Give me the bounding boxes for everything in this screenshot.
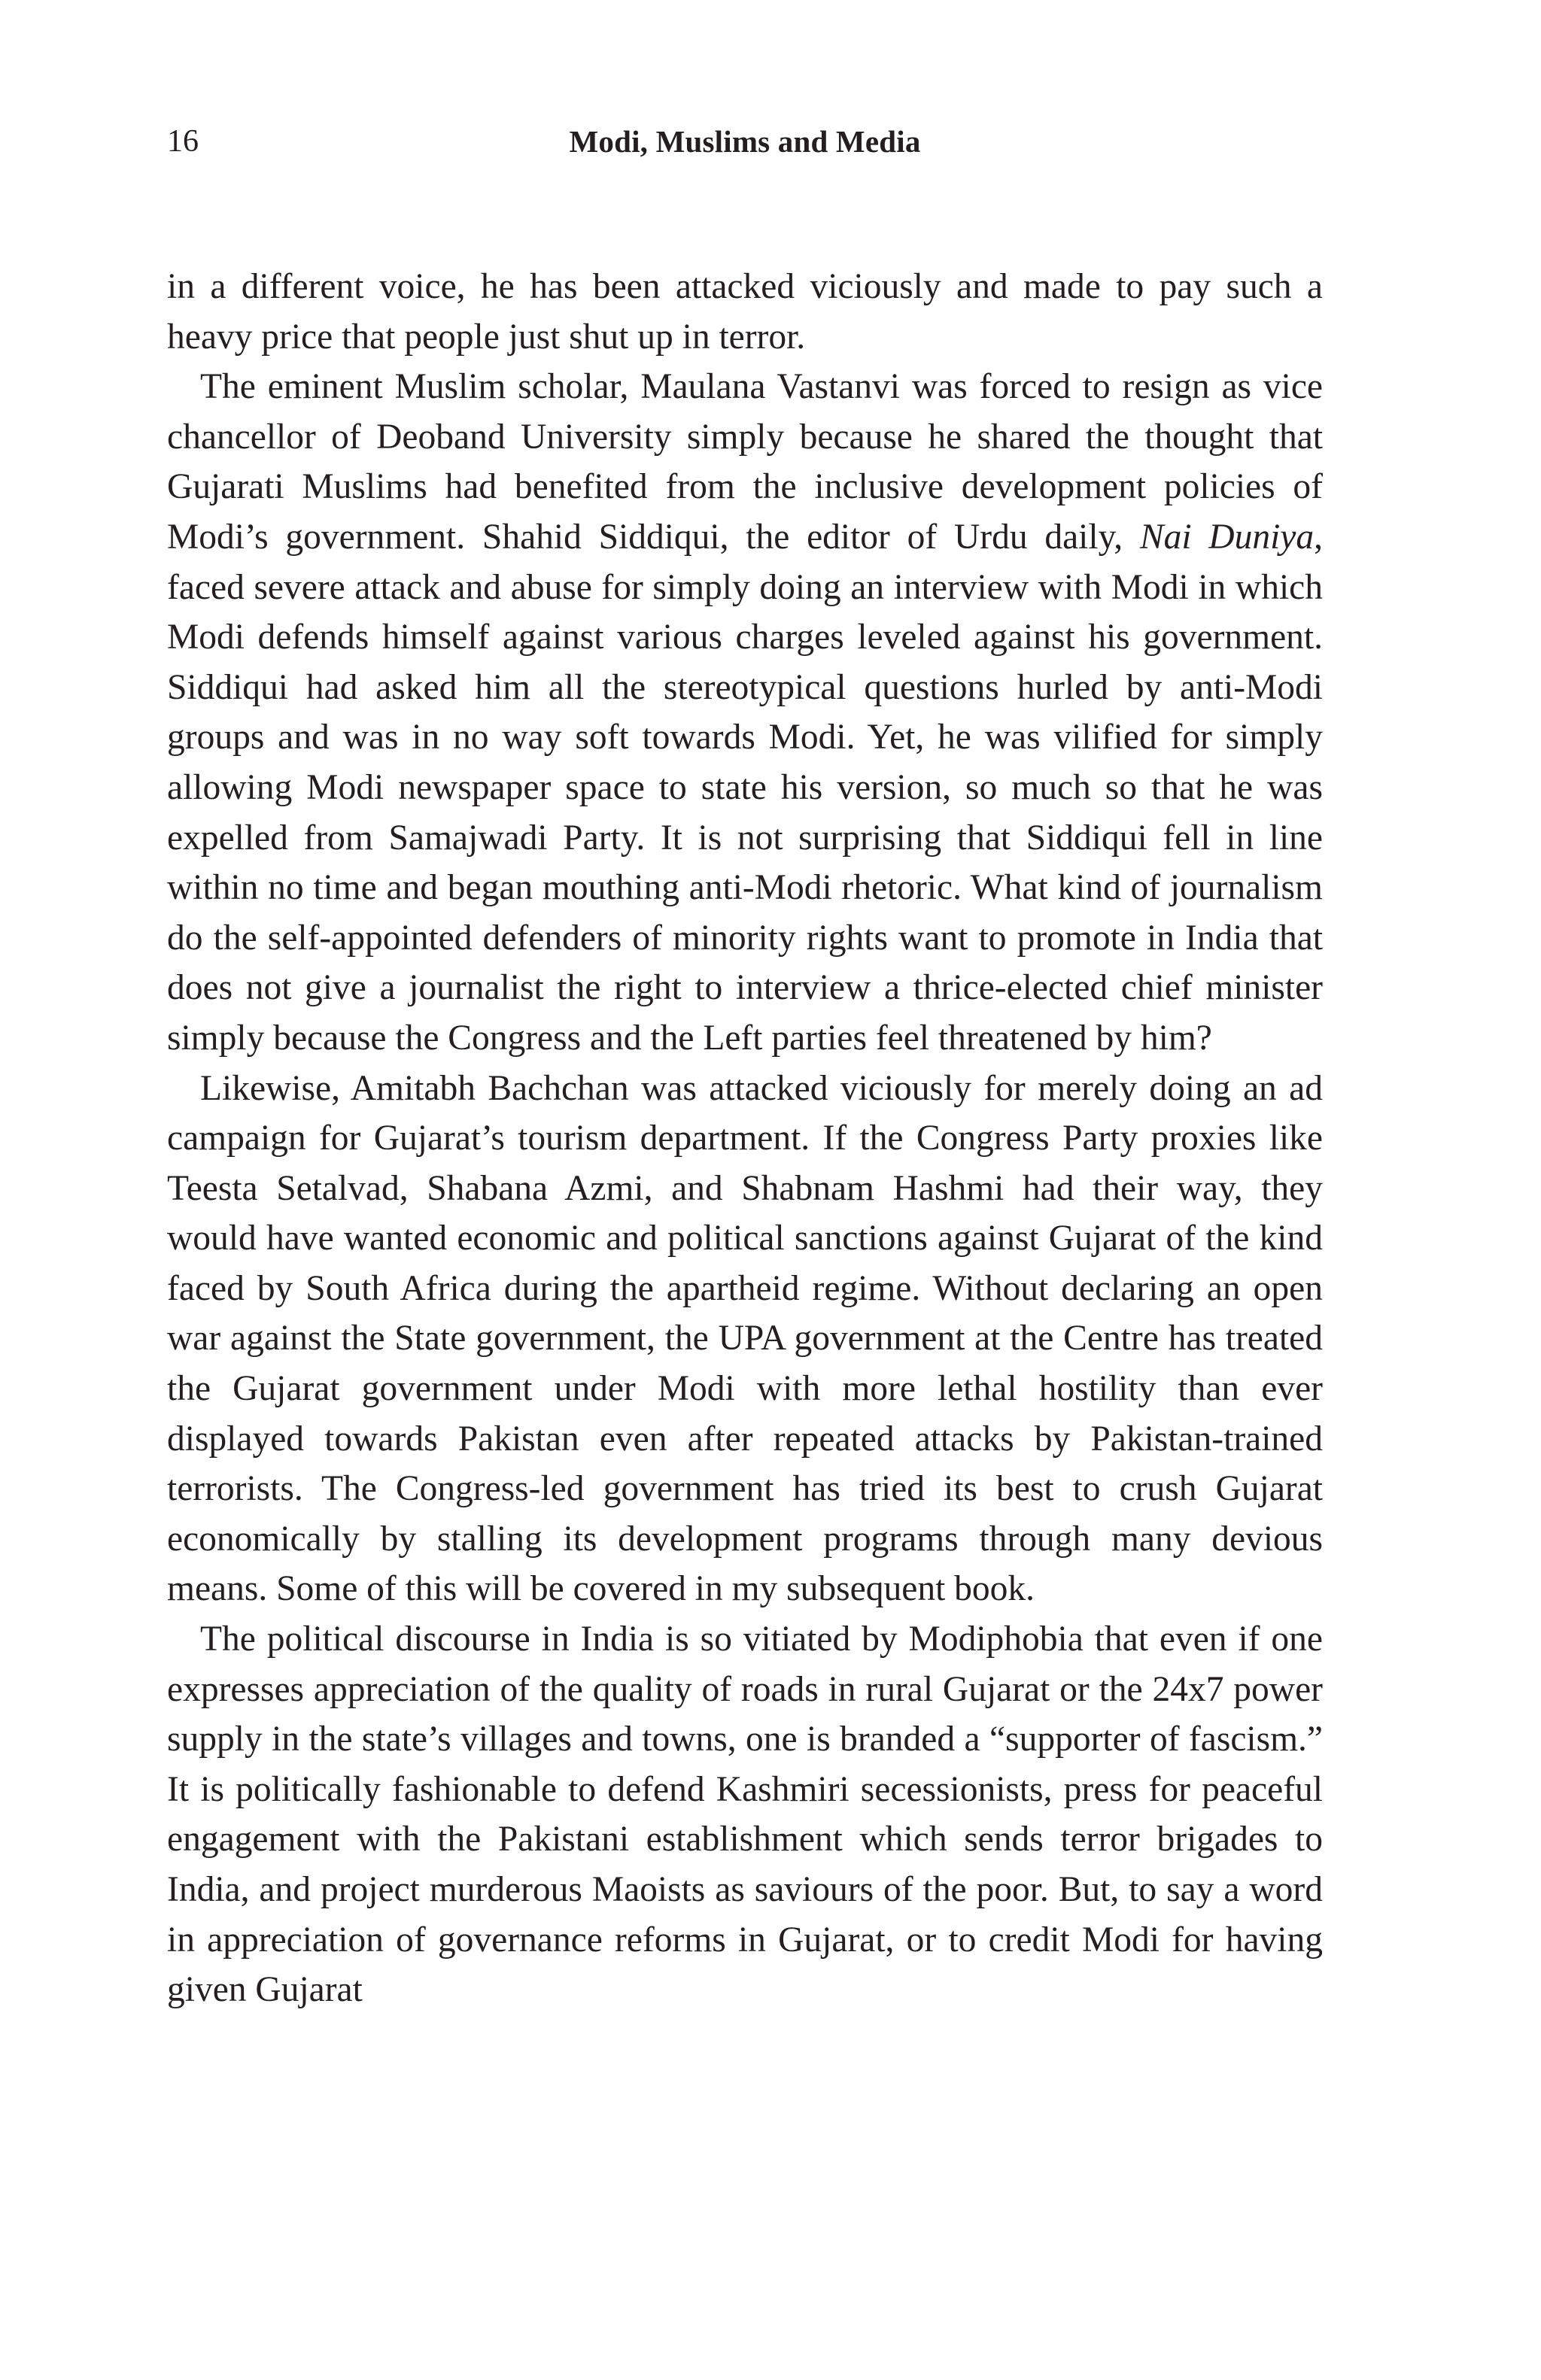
paragraph-2-part-2: , faced severe attack and abuse for simply doing an interview with Modi in which Modi defends himself against various charges leveled against his government. Siddiqui had asked him all the stereotypical questions hurled by anti-Modi groups and was in no way soft towards Modi. Yet, he was vilified for simply allowing Modi newspaper space to state his version, so much so that he was expelled from Samajwadi Party. It is not surprising that Siddiqui fell in line within no time and began mouthing anti-Modi rhetoric. What kind of journalism do the self-appointed defenders of minority rights want to promote in India that does not give a journalist the right to interview a thrice-elected chief minister simply because the Congress and the Left parties feel threatened by him? <box>167 517 1323 1058</box>
page-number: 16 <box>167 124 199 159</box>
newspaper-title: Nai Duniya <box>1139 517 1315 557</box>
book-title: Modi, Muslims and Media <box>569 124 921 159</box>
paragraph-3: Likewise, Amitabh Bachchan was attacked viciously for merely doing an ad campaign for Gujarat’s tourism department. If the Congress Party proxies like Teesta Setalvad, Shabana Azmi, and Shabnam Hashmi had their way, they would have wanted economic and political sanctions against Gujarat of the kind faced by South Africa during the apartheid regime. Without declaring an open war against the State government, the UPA government at the Centre has treated the Gujarat government under Modi with more lethal hostility than ever displayed towards Pakistan even after repeated attacks by Pakistan-trained terrorists. The Congress-led government has tried its best to crush Gujarat economically by stalling its development programs through many devious means. Some of this will be covered in my subsequent book. <box>167 1068 1323 1609</box>
paragraph-2-part-1: The eminent Muslim scholar, Maulana Vastanvi was forced to resign as vice chancellor of Deoband University simply because he shared the thought that Gujarati Muslims had benefited from the inclusive development policies of Modi’s government. Shahid Siddiqui, the editor of Urdu daily, <box>167 367 1323 557</box>
running-head <box>167 119 1323 164</box>
paragraph-1: in a different voice, he has been attacked viciously and made to pay such a heavy price that people just shut up in terror. <box>167 267 1323 357</box>
paragraph-4: The political discourse in India is so vitiated by Modiphobia that even if one expresses appreciation of the quality of roads in rural Gujarat or the 24x7 power supply in the state’s villages and towns, one is branded a “supporter of fascism.” It is politically fashionable to defend Kashmiri secessionists, press for peaceful engagement with the Pakistani establishment which sends terror brigades to India, and project murderous Maoists as saviours of the poor. But, to say a word in appreciation of governance reforms in Gujarat, or to credit Modi for having given Gujarat <box>167 1620 1323 2010</box>
paragraph-2 <box>167 362 1323 1063</box>
body-text <box>167 262 1323 2015</box>
